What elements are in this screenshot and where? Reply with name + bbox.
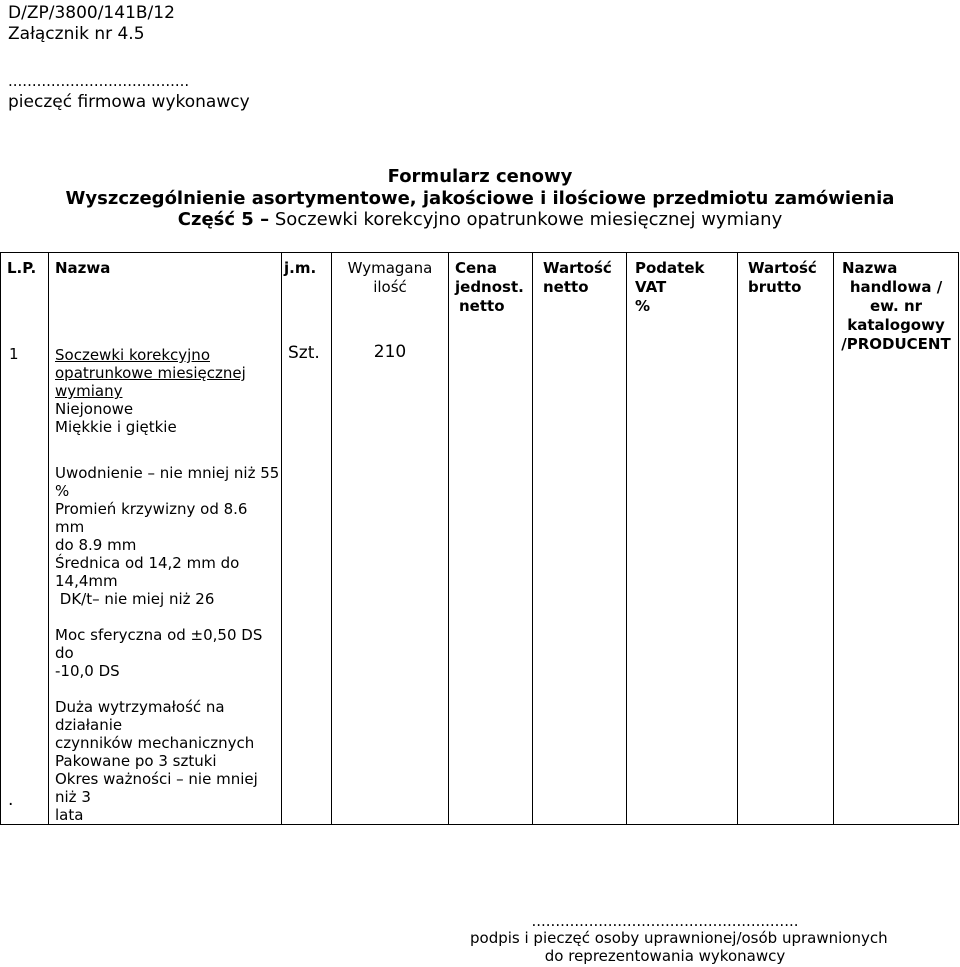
header-qty-line: ilość xyxy=(373,278,407,296)
spec-line: Uwodnienie – nie mniej niż 55 % xyxy=(55,464,280,500)
lp-cell xyxy=(1,253,49,825)
header-catalog-line: /PRODUCENT xyxy=(841,335,951,353)
net-value-cell xyxy=(533,253,627,825)
price-table xyxy=(0,252,959,825)
header-catalog-line: katalogowy xyxy=(847,316,945,334)
part-number: Część 5 – xyxy=(177,209,270,230)
unit-cell xyxy=(282,253,332,825)
header-catalog-line: Nazwa xyxy=(842,259,898,277)
header-catalog xyxy=(834,253,958,354)
signature-dots: ........................................................ xyxy=(531,912,799,930)
spec-line: DK/t– nie miej niż 26 xyxy=(55,590,215,608)
header-vat-line: % xyxy=(635,297,651,315)
header-unit-price-line: Cena xyxy=(455,259,497,277)
row-unit: Szt. xyxy=(288,343,320,363)
footer-dot: . xyxy=(8,790,14,810)
qty-cell xyxy=(332,253,449,825)
spec-line: Okres ważności – nie mniej niż 3 xyxy=(55,770,258,806)
product-description xyxy=(49,278,281,824)
header-gross-value xyxy=(738,253,833,297)
part-name: Soczewki korekcyjno opatrunkowe miesięcznej wymiany xyxy=(269,209,783,230)
stamp-dots: ...................................... xyxy=(8,72,190,90)
product-attribute: Niejonowe xyxy=(55,400,134,418)
product-attribute: Miękkie i giętkie xyxy=(55,418,177,436)
header-unit-price xyxy=(449,253,532,316)
header-name: Nazwa xyxy=(55,259,111,277)
header-catalog-line: handlowa / xyxy=(849,278,943,296)
header-net-value xyxy=(533,253,626,297)
gross-value-cell xyxy=(738,253,834,825)
name-cell xyxy=(49,253,282,825)
attachment-label: Załącznik nr 4.5 xyxy=(8,24,145,44)
spec-line: lata xyxy=(55,806,84,824)
spec-line: -10,0 DS xyxy=(55,662,120,680)
table-row xyxy=(1,253,959,825)
spec-line: 14,4mm xyxy=(55,572,118,590)
header-gross-value-line: brutto xyxy=(748,278,802,296)
header-unit: j.m. xyxy=(284,259,317,277)
header-net-value-line: Wartość xyxy=(543,259,612,277)
product-name-line: opatrunkowe miesięcznej xyxy=(55,364,246,382)
header-lp: L.P. xyxy=(7,259,37,277)
header-net-value-line: netto xyxy=(543,278,589,296)
header-vat-line: Podatek xyxy=(635,259,705,277)
spec-line: Pakowane po 3 sztuki xyxy=(55,752,217,770)
form-title: Formularz cenowy xyxy=(387,166,573,187)
spec-line: czynników mechanicznych xyxy=(55,734,255,752)
header-qty xyxy=(332,253,448,297)
signature-label: podpis i pieczęć osoby uprawnionej/osób uprawnionych xyxy=(470,929,888,947)
spec-line: Promień krzywizny od 8.6 mm xyxy=(55,500,248,536)
header-unit-price-line: jednost. xyxy=(455,278,524,296)
spec-line: Średnica od 14,2 mm do xyxy=(55,554,240,572)
part-title xyxy=(0,209,960,230)
stamp-label: pieczęć firmowa wykonawcy xyxy=(8,92,250,112)
spec-line: Duża wytrzymałość na działanie xyxy=(55,698,225,734)
header-vat-line: VAT xyxy=(635,278,667,296)
product-name-line: wymiany xyxy=(55,382,123,400)
header-catalog-line: ew. nr xyxy=(869,297,923,315)
header-qty-line: Wymagana xyxy=(347,259,433,277)
reference-number: D/ZP/3800/141B/12 xyxy=(8,3,175,23)
row-lp: 1 xyxy=(9,345,19,363)
spec-line: do 8.9 mm xyxy=(55,536,137,554)
header-gross-value-line: Wartość xyxy=(748,259,817,277)
header-unit-price-line: netto xyxy=(459,297,505,315)
signature-label-2: do reprezentowania wykonawcy xyxy=(544,947,786,965)
header-vat xyxy=(627,253,737,316)
row-qty: 210 xyxy=(373,342,407,362)
catalog-cell xyxy=(834,253,959,825)
spec-line: Moc sferyczna od ±0,50 DS do xyxy=(55,626,263,662)
vat-cell xyxy=(627,253,738,825)
unit-price-cell xyxy=(449,253,533,825)
form-subtitle: Wyszczególnienie asortymentowe, jakościowe i ilościowe przedmiotu zamówienia xyxy=(65,188,895,209)
product-name-line: Soczewki korekcyjno xyxy=(55,346,210,364)
